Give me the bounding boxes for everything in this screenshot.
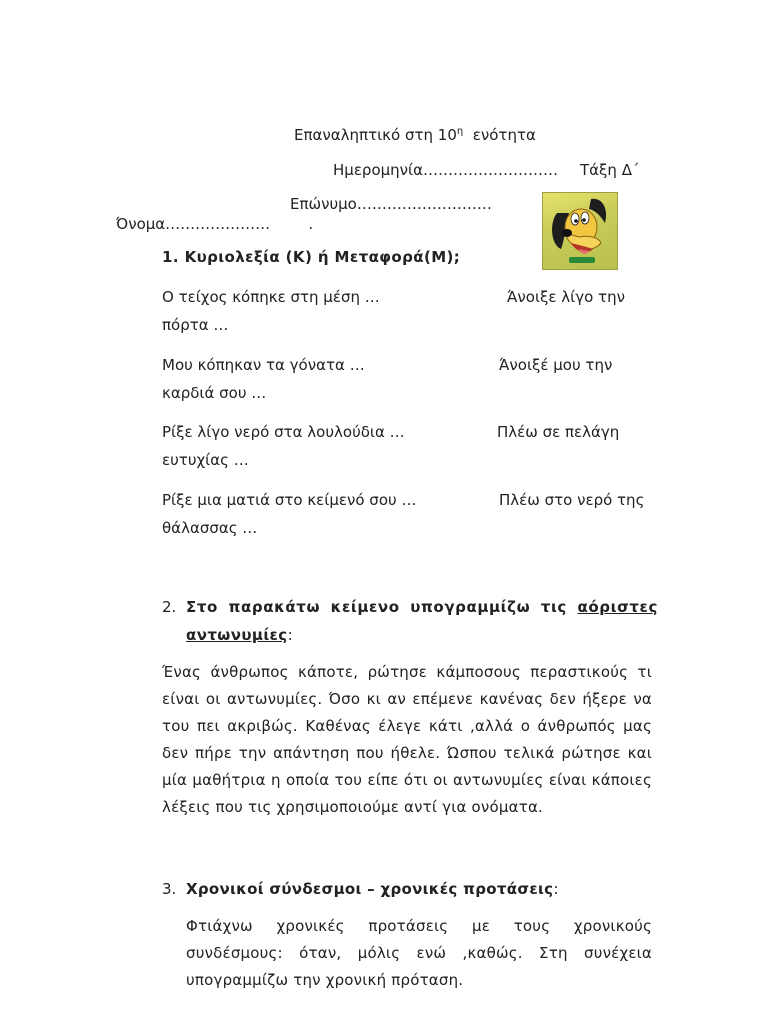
title-end: ενότητα (463, 126, 536, 144)
title-main: Επαναληπτικό στη 10 (294, 126, 457, 144)
worksheet-title (294, 126, 536, 144)
row-left: Μου κόπηκαν τα γόνατα … (162, 356, 365, 374)
section2-heading-pronouns: αντωνυμίες (186, 626, 288, 644)
title-superscript: η (456, 126, 464, 137)
section2-number: 2. (162, 598, 177, 616)
name-field: Όνομα………………… . (116, 215, 314, 233)
section1-title: Κυριολεξία (Κ) ή Μεταφορά(Μ); (184, 248, 461, 266)
section3-heading-colon: : (553, 880, 559, 898)
section3-heading (186, 880, 558, 898)
surname-field: Επώνυμο……………………… (290, 195, 492, 213)
row-right: Πλέω σε πελάγη (497, 423, 620, 441)
section2-heading-line2 (186, 626, 293, 644)
section3-number: 3. (162, 880, 177, 898)
section2-heading-underlined: αόριστες (577, 598, 658, 616)
cartoon-dog-avatar (542, 192, 618, 270)
row-continuation: καρδιά σου … (162, 384, 267, 402)
section1-number: 1. (162, 248, 179, 266)
row-left: Ρίξε λίγο νερό στα λουλούδια … (162, 423, 405, 441)
row-continuation: ευτυχίας … (162, 451, 249, 469)
dog-face-icon (543, 193, 618, 270)
row-continuation: θάλασσας … (162, 519, 258, 537)
row-continuation: πόρτα … (162, 316, 229, 334)
section3-heading-text: Χρονικοί σύνδεσμοι – χρονικές προτάσεις (186, 880, 554, 898)
section2-heading-text: Στο παρακάτω κείμενο υπογραμμίζω τις (186, 598, 578, 616)
section2-paragraph: Ένας άνθρωπος κάποτε, ρώτησε κάμποσους περαστικούς τι είναι οι αντωνυμίες. Όσο κι αν επέμενε κανένας δεν ήξερε να του πει ακριβώς. Καθένας έλεγε κάτι ,αλλά ο άνθρωπός μας δεν πήρε την απάντηση που ήθελε. Ώσπου τελικά ρώτησε και μία μαθήτρια η οποία του είπε ότι οι αντωνυμίες είναι κάποιες λέξεις που τις χρησιμοποιούμε αντί για ονόματα. (162, 663, 652, 816)
row-right: Άνοιξε λίγο την (507, 288, 625, 306)
section1-heading (162, 248, 460, 266)
row-left: Ο τείχος κόπηκε στη μέση … (162, 288, 380, 306)
section2-heading-colon: : (287, 626, 293, 644)
row-right: Άνοιξέ μου την (499, 356, 613, 374)
section2-heading-line1 (186, 598, 658, 616)
date-field: Ημερομηνία……………………… (333, 161, 559, 179)
row-right: Πλέω στο νερό της (499, 491, 645, 509)
row-left: Ρίξε μια ματιά στο κείμενό σου … (162, 491, 417, 509)
class-label: Τάξη Δ΄ (580, 161, 640, 179)
section3-paragraph: Φτιάχνω χρονικές προτάσεις με τους χρονικούς συνδέσμους: όταν, μόλις ενώ ,καθώς. Στη συνέχεια υπογραμμίζω την χρονική πρόταση. (186, 917, 652, 989)
